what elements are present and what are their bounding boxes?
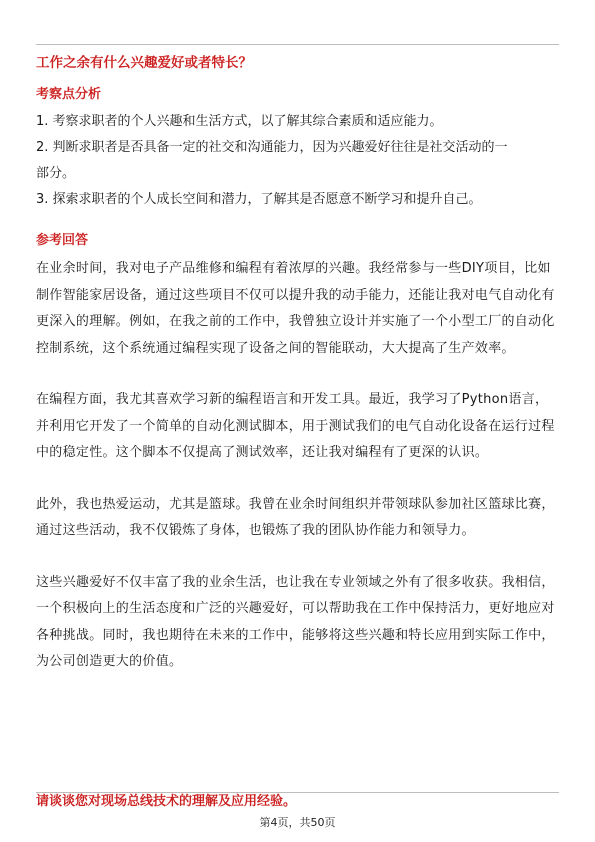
analysis-point: 2. 判断求职者是否具备一定的社交和沟通能力，因为兴趣爱好往往是社交活动的一: [36, 140, 508, 155]
analysis-point: 3. 探索求职者的个人成长空间和潜力，了解其是否愿意不断学习和提升自己。: [36, 192, 482, 207]
question-title: 工作之余有什么兴趣爱好或者特长？: [36, 55, 252, 71]
analysis-heading: 考察点分析: [36, 87, 102, 102]
analysis-point: 1. 考察求职者的个人兴趣和生活方式，以了解其综合素质和适应能力。: [36, 114, 443, 129]
top-divider: [36, 44, 559, 45]
next-question-title: 请谈谈您对现场总线技术的理解及应用经验。: [36, 794, 297, 809]
page-number: 第4页，共50页: [259, 816, 336, 829]
answer-paragraph: 此外，我也热爱运动，尤其是篮球。我曾在业余时间组织并带领球队参加社区篮球比赛，通过这些活动，我不仅锻炼了身体，也锻炼了我的团队协作能力和领导力。: [36, 496, 555, 538]
reference-answer: [36, 256, 559, 701]
answer-paragraph: 在编程方面，我尤其喜欢学习新的编程语言和开发工具。最近，我学习了Python语言，并利用它开发了一个简单的自动化测试脚本，用于测试我们的电气自动化设备在运行过程中的稳定性。这个脚本不仅提高了测试效率，还让我对编程有了更深的认识。: [36, 392, 555, 460]
answer-paragraph: 在业余时间，我对电子产品维修和编程有着浓厚的兴趣。我经常参与一些DIY项目，比如制作智能家居设备，通过这些项目不仅可以提升我的动手能力，还能让我对电气自动化有更深入的理解。例如，在我之前的工作中，我曾独立设计并实施了一个小型工厂的自动化控制系统，这个系统通过编程实现了设备之间的智能联动，大大提高了生产效率。: [36, 261, 555, 356]
analysis-points: [36, 109, 559, 213]
reference-heading: 参考回答: [36, 233, 89, 248]
analysis-point: 部分。: [36, 166, 76, 181]
answer-paragraph: 这些兴趣爱好不仅丰富了我的业余生活，也让我在专业领域之外有了很多收获。我相信，一个积极向上的生活态度和广泛的兴趣爱好，可以帮助我在工作中保持活力，更好地应对各种挑战。同时，我也期待在未来的工作中，能够将这些兴趣和特长应用到实际工作中，为公司创造更大的价值。: [36, 574, 555, 669]
